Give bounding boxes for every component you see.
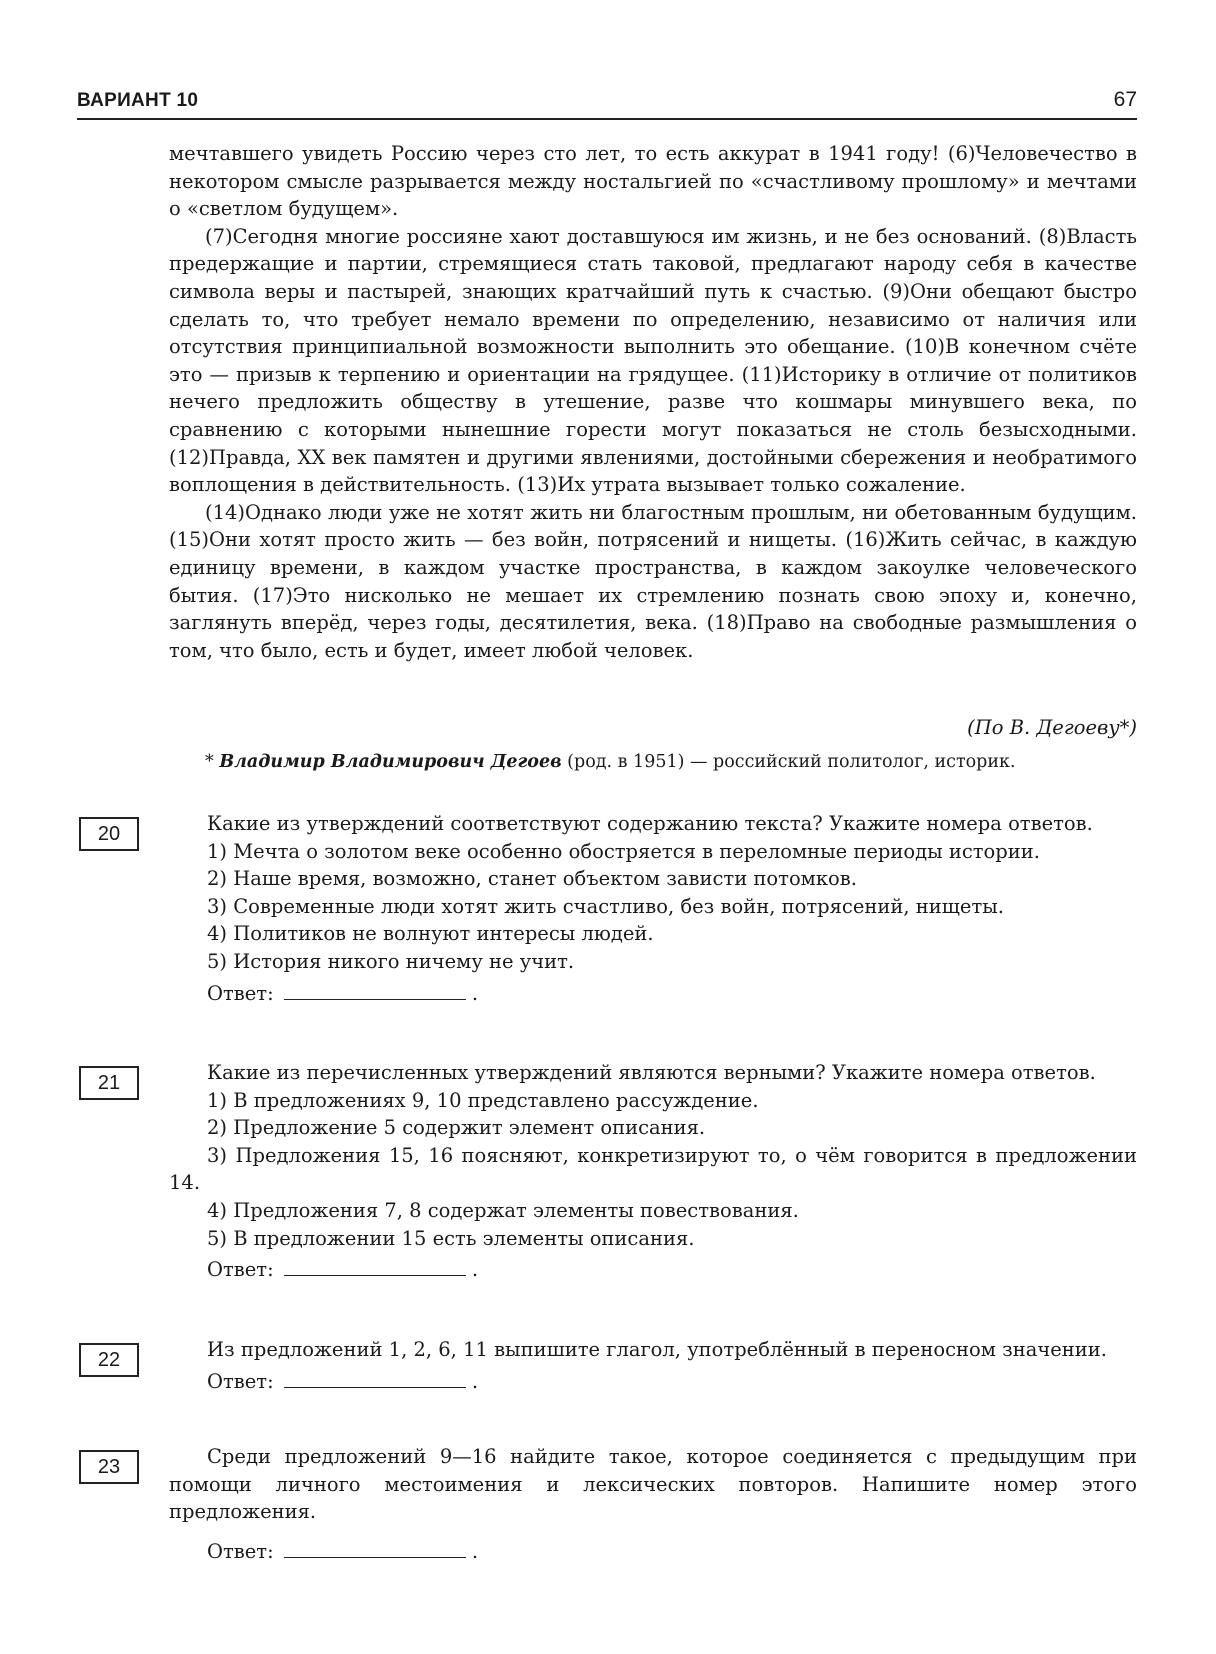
- answer-option: 3) Современные люди хотят жить счастливо, без войн, потрясений, нищеты.: [207, 894, 1004, 918]
- text-source: (По В. Дегоеву*): [967, 716, 1137, 739]
- question-21: [169, 1059, 1137, 1284]
- footnote-star: *: [205, 752, 214, 772]
- answer-line[interactable]: [284, 1541, 466, 1558]
- footnote-author: Владимир Владимирович Дегоев: [219, 752, 562, 772]
- answer-line[interactable]: [284, 1371, 466, 1388]
- answer-field[interactable]: [207, 1538, 1137, 1566]
- answer-option: 1) В предложениях 9, 10 представлено рассуждение.: [207, 1088, 759, 1112]
- answer-line[interactable]: [284, 983, 466, 1000]
- question-20: [169, 810, 1137, 1007]
- variant-title: ВАРИАНТ 10: [77, 90, 199, 111]
- page-header: [77, 86, 1137, 120]
- question-23: [169, 1443, 1137, 1565]
- answer-label: Ответ:: [207, 981, 274, 1005]
- question-number-box: 22: [79, 1343, 139, 1377]
- answer-dot: .: [471, 1539, 479, 1563]
- footnote-text: (род. в 1951) — российский политолог, историк.: [561, 752, 1016, 772]
- answer-option: 5) История никого ничему не учит.: [207, 949, 575, 973]
- answer-option: 2) Наше время, возможно, станет объектом зависти потомков.: [207, 867, 857, 891]
- footnote: [205, 752, 1016, 772]
- text-paragraph: (14)Однако люди уже не хотят жить ни благостным прошлым, ни обетованным будущим. (15)Они хотят просто жить — без войн, потрясений и нищеты. (16)Жить сейчас, в каждую единицу времени, в каждом участке пространства, в каждом закоулке человеческого бытия. (17)Это нисколько не мешает их стремлению познать свою эпоху и, конечно, заглянуть вперёд, через годы, десятилетия, века. (18)Право на свободные размышления о том, что было, есть и будет, имеет любой человек.: [169, 500, 1137, 662]
- answer-dot: .: [471, 981, 479, 1005]
- answer-line[interactable]: [284, 1259, 466, 1276]
- answer-field[interactable]: [207, 1368, 1137, 1396]
- question-stem: Из предложений 1, 2, 6, 11 выпишите глагол, употреблённый в переносном значении.: [207, 1338, 1107, 1361]
- question-number-box: 23: [79, 1450, 139, 1484]
- answer-option: 4) Предложения 7, 8 содержат элементы повествования.: [207, 1198, 799, 1222]
- answer-field[interactable]: [207, 1256, 1137, 1284]
- question-22: [169, 1336, 1137, 1395]
- answer-option: 4) Политиков не волнуют интересы людей.: [207, 922, 654, 946]
- answer-option: 5) В предложении 15 есть элементы описания.: [207, 1226, 695, 1250]
- text-paragraph: (7)Сегодня многие россияне хают доставшуюся им жизнь, и не без оснований. (8)Власть предержащие и партии, стремящиеся стать таковой, предлагают народу себя в качестве символа веры и пастырей, знающих кратчайший путь к счастью. (9)Они обещают быстро сделать то, что требует немало времени по определению, независимо от наличия или отсутствия принципиальной возможности выполнить это обещание. (10)В конечном счёте это — призыв к терпению и ориентации на грядущее. (11)Историку в отличие от политиков нечего предложить обществу в утешение, разве что кошмары минувшего века, по сравнению с которыми нынешние горести могут показаться не столь безысходными. (12)Правда, XX век памятен и другими явлениями, достойными сбережения и необратимого воплощения в действительность. (13)Их утрата вызывает только сожаление.: [169, 224, 1137, 497]
- answer-option: 3) Предложения 15, 16 поясняют, конкретизируют то, о чём говорится в предложении 14.: [169, 1143, 1137, 1195]
- reading-text: [169, 140, 1137, 664]
- answer-option: 2) Предложение 5 содержит элемент описания.: [207, 1116, 706, 1140]
- page-number: 67: [1113, 88, 1137, 111]
- answer-dot: .: [471, 1258, 479, 1282]
- question-stem: Среди предложений 9—16 найдите такое, которое соединяется с предыдущим при помощи личного местоимения и лексических повторов. Напишите номер этого предложения.: [169, 1445, 1137, 1524]
- answer-field[interactable]: [207, 980, 1137, 1008]
- question-stem: Какие из перечисленных утверждений являются верными? Укажите номера ответов.: [207, 1061, 1096, 1084]
- question-number-box: 21: [79, 1066, 139, 1100]
- question-number-box: 20: [79, 817, 139, 851]
- answer-label: Ответ:: [207, 1539, 274, 1563]
- text-paragraph: мечтавшего увидеть Россию через сто лет, то есть аккурат в 1941 году! (6)Человечество в некотором смысле разрывается между ностальгией по «счастливому прошлому» и мечтами о «светлом будущем».: [169, 142, 1137, 221]
- answer-option: 1) Мечта о золотом веке особенно обостряется в переломные периоды истории.: [207, 839, 1040, 863]
- answer-dot: .: [471, 1369, 479, 1393]
- question-stem: Какие из утверждений соответствуют содержанию текста? Укажите номера ответов.: [207, 812, 1093, 835]
- answer-label: Ответ:: [207, 1258, 274, 1282]
- answer-label: Ответ:: [207, 1369, 274, 1393]
